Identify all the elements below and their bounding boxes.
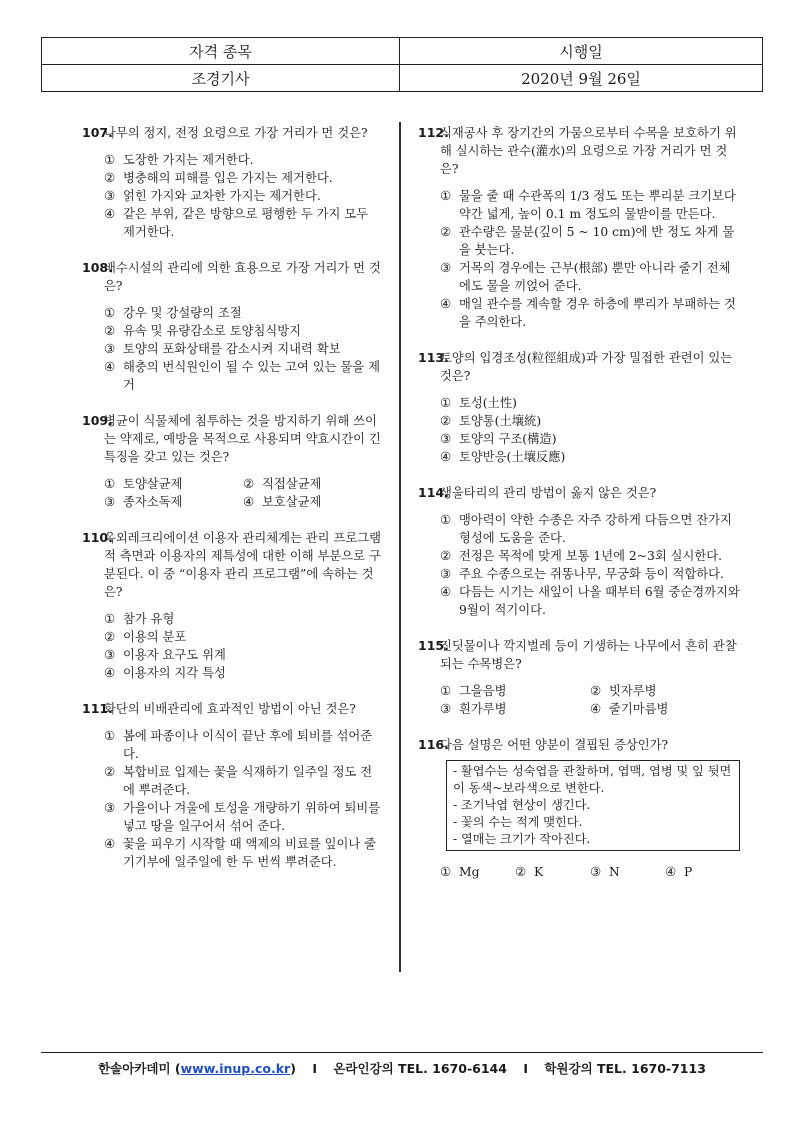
option xyxy=(440,259,740,295)
options xyxy=(82,151,382,241)
option xyxy=(104,322,382,340)
question-110 xyxy=(82,529,382,682)
option-number: ① xyxy=(104,612,116,626)
question-number: 114. xyxy=(418,485,449,500)
question-109 xyxy=(82,412,382,511)
option-number: ④ xyxy=(243,495,255,509)
option-number: ① xyxy=(440,396,452,410)
options xyxy=(418,863,740,881)
option-number: ④ xyxy=(104,360,116,374)
option-text: 가을이나 겨울에 토성을 개량하기 위하여 퇴비를 넣고 땅을 일구어서 섞어 준다. xyxy=(123,801,381,833)
exam-header-table xyxy=(41,37,763,92)
symptom-line: - 열매는 크기가 작아진다. xyxy=(453,832,591,846)
option-text: 참가 유형 xyxy=(123,612,175,626)
option xyxy=(440,583,740,619)
option-text: 전정은 목적에 맞게 보통 1년에 2~3회 실시한다. xyxy=(459,549,723,563)
option xyxy=(104,151,382,169)
option-number: ④ xyxy=(590,702,602,716)
option-number: ③ xyxy=(104,342,116,356)
question-114 xyxy=(418,484,740,619)
option-text: 토양살균제 xyxy=(123,477,183,491)
option-text: 강우 및 강설량의 조절 xyxy=(123,306,242,320)
option-text: 복합비료 입제는 꽃을 식재하기 일주일 정도 전에 뿌려준다. xyxy=(123,765,373,797)
option-text: 봄에 파종이나 이식이 끝난 후에 퇴비를 섞어준다. xyxy=(123,729,373,761)
column-divider xyxy=(399,122,401,972)
option xyxy=(104,493,243,511)
question-number: 116. xyxy=(418,737,449,752)
option-text: N xyxy=(609,865,620,879)
option-number: ④ xyxy=(104,837,116,851)
question-number: 110. xyxy=(82,530,113,545)
option-number: ② xyxy=(440,549,452,563)
question-stem: 화단의 비배관리에 효과적인 방법이 아닌 것은? xyxy=(104,702,356,716)
option xyxy=(440,187,740,223)
option-text: 해충의 번식원인이 될 수 있는 고여 있는 물을 제거 xyxy=(123,360,380,392)
option-number: ③ xyxy=(104,495,116,509)
option-text: 그을음병 xyxy=(459,684,507,698)
option xyxy=(104,646,382,664)
option xyxy=(104,304,382,322)
question-stem: 생울타리의 관리 방법이 옳지 않은 것은? xyxy=(440,486,657,500)
option xyxy=(440,547,740,565)
option xyxy=(590,700,740,718)
question-107 xyxy=(82,124,382,241)
options xyxy=(82,475,382,511)
question-number: 107. xyxy=(82,125,113,140)
option-number: ④ xyxy=(104,666,116,680)
option xyxy=(104,187,382,205)
option xyxy=(440,412,740,430)
option-number: ① xyxy=(104,306,116,320)
option-number: ③ xyxy=(104,648,116,662)
option xyxy=(440,223,740,259)
option xyxy=(440,394,740,412)
academy-name: 한솔아카데미 xyxy=(98,1061,171,1076)
online-phone: 온라인강의 TEL. 1670-6144 xyxy=(333,1061,507,1076)
question-stem: 식재공사 후 장기간의 가뭄으로부터 수목을 보호하기 위해 실시하는 관수(灌水)의 요령으로 가장 거리가 먼 것은? xyxy=(440,126,737,176)
option-number: ② xyxy=(104,171,116,185)
option-text: 유속 및 유량감소로 토양침식방지 xyxy=(123,324,302,338)
footer-separator: I xyxy=(312,1061,317,1076)
option xyxy=(104,664,382,682)
option-number: ① xyxy=(104,729,116,743)
option-number: ④ xyxy=(665,865,677,879)
option-text: 물을 줄 때 수관폭의 1/3 정도 또는 뿌리분 크기보다 약간 넓게, 높이 0.1 m 정도의 물받이를 만든다. xyxy=(459,189,736,221)
option-text: 토양통(土壤統) xyxy=(459,414,542,428)
option-text: 주요 수종으로는 쥐똥나무, 무궁화 등이 적합하다. xyxy=(459,567,724,581)
option xyxy=(665,863,740,881)
options xyxy=(418,394,740,466)
option-number: ① xyxy=(440,513,452,527)
option-text: 같은 부위, 같은 방향으로 평행한 두 가지 모두 제거한다. xyxy=(123,207,369,239)
question-stem: 나무의 정지, 전정 요령으로 가장 거리가 먼 것은? xyxy=(104,126,368,140)
option xyxy=(515,863,590,881)
symptom-line: - 조기낙엽 현상이 생긴다. xyxy=(453,798,591,812)
option xyxy=(104,610,382,628)
question-stem: 배수시설의 관리에 의한 효용으로 가장 거리가 먼 것은? xyxy=(104,261,381,293)
option-text: 이용자의 지각 특성 xyxy=(123,666,226,680)
option-text: 꽃을 피우기 시작할 때 액제의 비료를 잎이나 줄기기부에 일주일에 한 두 번씩 뿌려준다. xyxy=(123,837,377,869)
option-text: 종자소독제 xyxy=(123,495,183,509)
option-number: ① xyxy=(440,189,452,203)
option-text: 이용자 요구도 위계 xyxy=(123,648,226,662)
option xyxy=(590,682,740,700)
option-text: 이용의 분포 xyxy=(123,630,187,644)
option-number: ② xyxy=(104,765,116,779)
option-number: ② xyxy=(590,684,602,698)
option-number: ① xyxy=(104,477,116,491)
option-text: 거목의 경우에는 근부(根部) 뿐만 아니라 줄기 전체에도 물을 끼얹어 준다. xyxy=(459,261,731,293)
question-stem: 진딧물이나 깍지벌레 등이 기생하는 나무에서 흔히 관찰되는 수목병은? xyxy=(440,639,737,671)
option-number: ① xyxy=(440,865,452,879)
question-115 xyxy=(418,637,740,718)
options xyxy=(418,187,740,331)
option-number: ① xyxy=(440,684,452,698)
option xyxy=(440,430,740,448)
question-stem: 다음 설명은 어떤 양분이 결핍된 증상인가? xyxy=(440,738,669,752)
question-112 xyxy=(418,124,740,331)
question-stem: 옥외레크리에이션 이용자 관리체계는 관리 프로그램적 측면과 이용자의 제특성에 대한 이해 부분으로 구분된다. 이 중 “이용자 관리 프로그램”에 속하는 것은? xyxy=(104,531,381,599)
question-stem: 병균이 식물체에 침투하는 것을 방지하기 위해 쓰이는 약제로, 예방을 목적으로 사용되며 약효시간이 긴 특징을 갖고 있는 것은? xyxy=(104,414,381,464)
option-number: ④ xyxy=(440,585,452,599)
option-number: ② xyxy=(243,477,255,491)
option-number: ④ xyxy=(440,450,452,464)
option xyxy=(104,358,382,394)
option-text: 도장한 가지는 제거한다. xyxy=(123,153,254,167)
question-number: 115. xyxy=(418,638,449,653)
header-subject-label: 자격 종목 xyxy=(42,38,400,65)
option xyxy=(104,835,382,871)
option-number: ② xyxy=(104,324,116,338)
option-text: 토성(土性) xyxy=(459,396,517,410)
option-text: 매일 관수를 계속할 경우 하층에 뿌리가 부패하는 것을 주의한다. xyxy=(459,297,736,329)
option xyxy=(104,727,382,763)
option xyxy=(104,169,382,187)
option xyxy=(104,628,382,646)
option xyxy=(590,863,665,881)
offline-phone: 학원강의 TEL. 1670-7113 xyxy=(544,1061,706,1076)
option xyxy=(104,205,382,241)
right-column xyxy=(418,124,740,899)
option xyxy=(440,863,515,881)
question-113 xyxy=(418,349,740,466)
option-text: 토양의 포화상태를 감소시켜 지내력 확보 xyxy=(123,342,341,356)
option xyxy=(243,475,382,493)
option-number: ③ xyxy=(440,567,452,581)
option-text: 빗자루병 xyxy=(609,684,657,698)
option-number: ③ xyxy=(440,432,452,446)
option-text: 흰가루병 xyxy=(459,702,507,716)
option-text: Mg xyxy=(459,865,480,879)
question-number: 108. xyxy=(82,260,113,275)
header-date-value: 2020년 9월 26일 xyxy=(400,65,763,92)
options xyxy=(418,682,740,718)
question-111 xyxy=(82,700,382,871)
option xyxy=(440,700,590,718)
option-number: ③ xyxy=(590,865,602,879)
option xyxy=(440,295,740,331)
option-number: ④ xyxy=(440,297,452,311)
header-subject-value: 조경기사 xyxy=(42,65,400,92)
option-number: ③ xyxy=(104,801,116,815)
option-number: ③ xyxy=(440,261,452,275)
options xyxy=(82,727,382,871)
option-number: ② xyxy=(440,414,452,428)
option xyxy=(440,448,740,466)
option-text: 맹아력이 약한 수종은 자주 강하게 다듬으면 잔가지 형성에 도움을 준다. xyxy=(459,513,732,545)
option xyxy=(104,799,382,835)
option-text: 얽힌 가지와 교차한 가지는 제거한다. xyxy=(123,189,321,203)
option xyxy=(104,763,382,799)
option-text: 직접살균제 xyxy=(262,477,322,491)
question-108 xyxy=(82,259,382,394)
academy-link[interactable]: www.inup.co.kr xyxy=(180,1061,291,1076)
option xyxy=(440,682,590,700)
option-text: 다듬는 시기는 새잎이 나올 때부터 6월 중순경까지와 9월이 적기이다. xyxy=(459,585,740,617)
footer: 한솔아카데미 (www.inup.co.kr) I 온라인강의 TEL. 1670-6144 I 학원강의 TEL. 1670-7113 xyxy=(41,1052,763,1077)
option xyxy=(440,511,740,547)
footer-separator: I xyxy=(523,1061,528,1076)
option-text: 보호살균제 xyxy=(262,495,322,509)
option xyxy=(104,340,382,358)
option-text: 토양의 구조(構造) xyxy=(459,432,557,446)
option-text: 줄기마름병 xyxy=(609,702,669,716)
symptom-box xyxy=(446,760,740,851)
question-number: 111. xyxy=(82,701,113,716)
option-text: 토양반응(土壤反應) xyxy=(459,450,566,464)
question-116 xyxy=(418,736,740,881)
option-number: ② xyxy=(440,225,452,239)
option-text: 병충해의 피해를 입은 가지는 제거한다. xyxy=(123,171,333,185)
option-number: ② xyxy=(515,865,527,879)
option xyxy=(104,475,243,493)
option-text: 관수량은 물분(깊이 5 ~ 10 cm)에 반 정도 차게 물을 붓는다. xyxy=(459,225,735,257)
options xyxy=(82,610,382,682)
question-number: 109. xyxy=(82,413,113,428)
option xyxy=(440,565,740,583)
question-stem: 토양의 입경조성(粒徑組成)과 가장 밀접한 관련이 있는 것은? xyxy=(440,351,733,383)
option-number: ③ xyxy=(440,702,452,716)
option-number: ② xyxy=(104,630,116,644)
symptom-line: - 꽃의 수는 적게 맺힌다. xyxy=(453,815,583,829)
option xyxy=(243,493,382,511)
option-number: ③ xyxy=(104,189,116,203)
option-number: ① xyxy=(104,153,116,167)
options xyxy=(82,304,382,394)
question-number: 113. xyxy=(418,350,449,365)
question-number: 112. xyxy=(418,125,449,140)
option-text: P xyxy=(684,865,693,879)
header-date-label: 시행일 xyxy=(400,38,763,65)
option-number: ④ xyxy=(104,207,116,221)
left-column xyxy=(82,124,382,889)
option-text: K xyxy=(534,865,544,879)
options xyxy=(418,511,740,619)
symptom-line: - 활엽수는 성숙엽을 관찰하며, 엽맥, 엽병 및 잎 뒷면이 동색~보라색으로 변한다. xyxy=(453,764,732,795)
